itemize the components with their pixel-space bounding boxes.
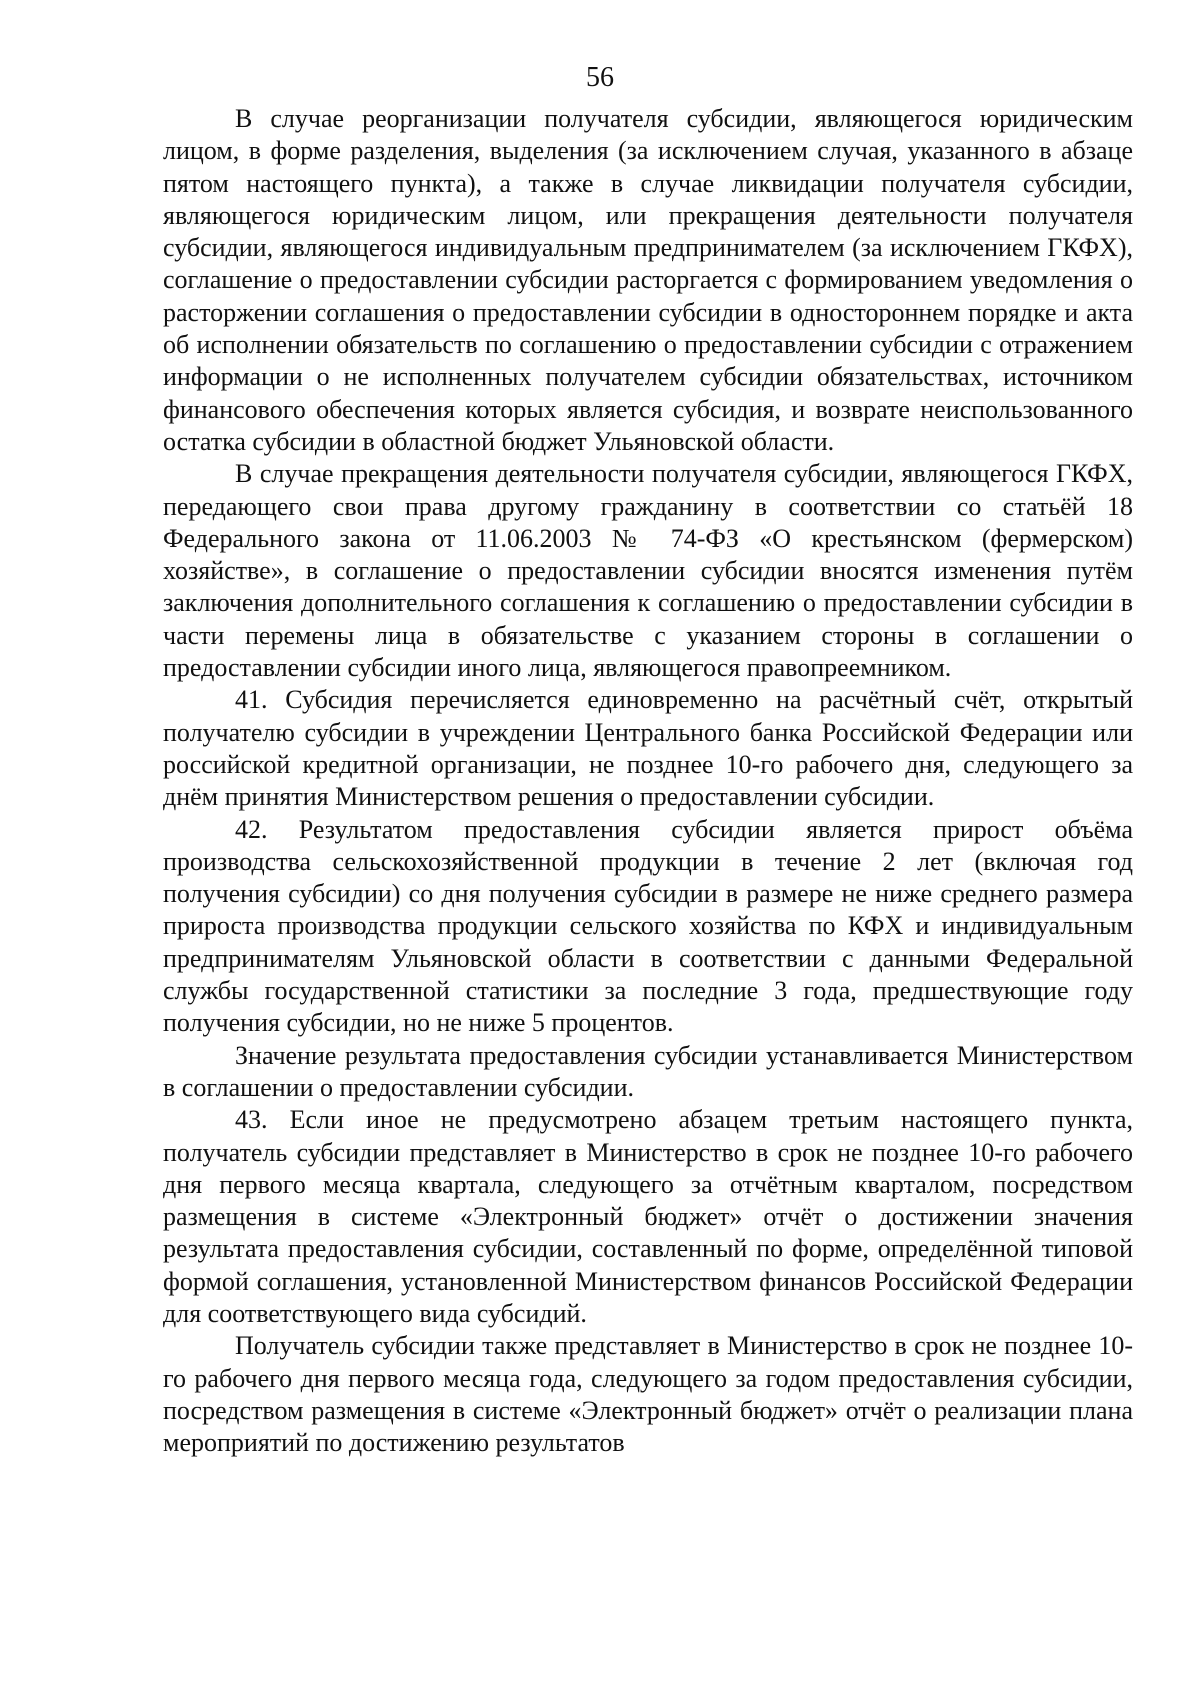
paragraph-annual-report: Получатель субсидии также представляет в Министерство в срок не позднее 10-го рабочего дня первого месяца года, следующего за годом предоставления субсидии, посредством размещения в системе «Электронный бюджет» отчёт о реализации плана мероприятий по достижению результатов: [163, 1331, 1133, 1458]
paragraph-gkfh-termination: В случае прекращения деятельности получателя субсидии, являющегося ГКФХ, передающего свои права другому гражданину в соответствии со статьёй 18 Федерального закона от 11.06.2003 № 74-ФЗ «О крестьянском (фермерском) хозяйстве», в соглашение о предоставлении субсидии вносятся изменения путём заключения дополнительного соглашения к соглашению о предоставлении субсидии в части перемены лица в обязательстве с указанием стороны в соглашении о предоставлении субсидии иного лица, являющегося правопреемником.: [163, 459, 1133, 683]
paragraph-41: 41. Субсидия перечисляется единовременно на расчётный счёт, открытый получателю субсидии в учреждении Центрального банка Российской Федерации или российской кредитной организации, не позднее 10-го рабочего дня, следующего за днём принятия Министерством решения о предоставлении субсидии.: [163, 685, 1133, 812]
paragraph-reorganization: В случае реорганизации получателя субсидии, являющегося юридическим лицом, в форме разделения, выделения (за исключением случая, указанного в абзаце пятом настоящего пункта), а также в случае ликвидации получателя субсидии, являющегося юридическим лицом, или прекращения деятельности получателя субсидии, являющегося индивидуальным предпринимателем (за исключением ГКФХ), соглашение о предоставлении субсидии расторгается с формированием уведомления о расторжении соглашения о предоставлении субсидии в одностороннем порядке и акта об исполнении обязательств по соглашению о предоставлении субсидии с отражением информации о не исполненных получателем субсидии обязательствах, источником финансового обеспечения которых является субсидия, и возврате неиспользованного остатка субсидии в областной бюджет Ульяновской области.: [163, 104, 1133, 456]
paragraph-43: 43. Если иное не предусмотрено абзацем третьим настоящего пункта, получатель субсидии представляет в Министерство в срок не позднее 10-го рабочего дня первого месяца квартала, следующего за отчётным кварталом, посредством размещения в системе «Электронный бюджет» отчёт о достижении значения результата предоставления субсидии, составленный по форме, определённой типовой формой соглашения, установленной Министерством финансов Российской Федерации для соответствующего вида субсидий.: [163, 1105, 1133, 1328]
document-body: [163, 103, 1133, 1459]
paragraph-42: 42. Результатом предоставления субсидии является прирост объёма производства сельскохозяйственной продукции в течение 2 лет (включая год получения субсидии) со дня получения субсидии в размере не ниже среднего размера прироста производства продукции сельского хозяйства по КФХ и индивидуальным предпринимателям Ульяновской области в соответствии с данными Федеральной службы государственной статистики за последние 3 года, предшествующие году получения субсидии, но не ниже 5 процентов.: [163, 814, 1133, 1038]
paragraph-result-value: Значение результата предоставления субсидии устанавливается Министерством в соглашении о предоставлении субсидии.: [163, 1040, 1133, 1102]
page-number: 56: [586, 62, 614, 93]
